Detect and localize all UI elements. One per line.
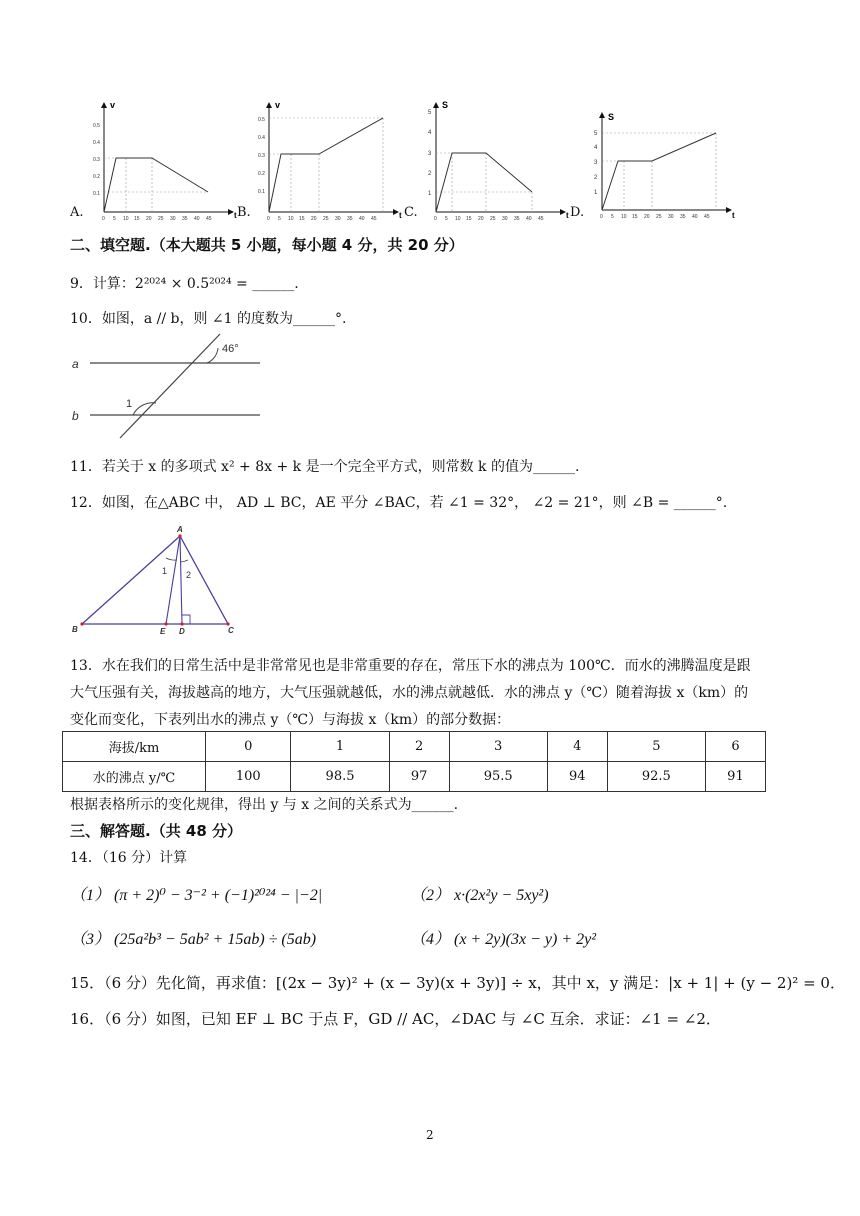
option-c-xtick: 35: [514, 216, 520, 222]
option-a-xtick: 20: [146, 216, 152, 222]
option-c-ytick: 3: [428, 151, 432, 157]
option-a-xtick: 15: [134, 216, 140, 222]
option-d-ytick: 1: [594, 190, 598, 196]
option-b-xtick: 30: [335, 216, 341, 222]
question-13-line2: 大气压强有关，海拔越高的地方，大气压强就越低，水的沸点就越低．水的沸点 y（℃）随着海拔 x（km）的: [70, 685, 749, 701]
option-b: [237, 100, 407, 225]
option-b-xtick: 15: [299, 216, 305, 222]
option-c-xtick: 15: [466, 216, 472, 222]
option-c-xlabel: t: [566, 211, 569, 220]
question-14-2: （2） x·(2x²y − 5xy²): [410, 887, 549, 904]
option-a-xtick: 45: [206, 216, 212, 222]
fig12-point-d: D: [179, 627, 185, 636]
option-b-xtick: 20: [311, 216, 317, 222]
option-b-graph: [255, 100, 405, 222]
fig10-angle-label: 46°: [222, 343, 239, 355]
option-d-xlabel: t: [732, 211, 735, 220]
question-14-3: （3） (25a²b³ − 5ab² + 15ab) ÷ (5ab): [70, 931, 317, 948]
table-row: [63, 762, 766, 792]
table-cell: 6: [705, 732, 765, 762]
option-c-xtick: 40: [526, 216, 532, 222]
option-c-xtick: 20: [478, 216, 484, 222]
option-a-ylabel: v: [110, 100, 116, 110]
fig12-point-e: E: [160, 627, 166, 636]
question-14-1: （1） (π + 2)⁰ − 3⁻² + (−1)²⁰²⁴ − |−2|: [70, 887, 323, 904]
option-c-xtick: 10: [455, 216, 461, 222]
table-cell: 100: [206, 762, 291, 792]
question-13-end: 根据表格所示的变化规律，得出 y 与 x 之间的关系式为______.: [70, 797, 459, 813]
option-b-label: B.: [237, 205, 251, 220]
table-cell: 水的沸点 y/℃: [63, 762, 206, 792]
table-cell: 2: [389, 732, 449, 762]
fig10-label-a: a: [72, 357, 79, 371]
option-a-xtick: 10: [123, 216, 129, 222]
option-c-xtick: 45: [538, 216, 544, 222]
option-a-xtick: 25: [158, 216, 164, 222]
option-d-ytick: 3: [594, 160, 598, 166]
option-a-xtick: 35: [182, 216, 188, 222]
table-cell: 98.5: [291, 762, 389, 792]
option-c-xtick: 5: [445, 216, 448, 222]
option-d-xtick: 0: [600, 214, 603, 220]
option-d-xtick: 35: [680, 214, 686, 220]
option-c-ylabel: S: [442, 100, 449, 110]
option-d: [570, 110, 740, 225]
option-a-xtick: 5: [113, 216, 116, 222]
fig12-angle2-label: 2: [186, 570, 192, 580]
question-14: 14．（16 分）计算: [70, 850, 188, 866]
option-b-ytick: 0.2: [258, 171, 265, 177]
option-d-xtick: 25: [656, 214, 662, 220]
fig10-angle1-label: 1: [126, 398, 133, 410]
question-16: 16．（6 分）如图，已知 EF ⊥ BC 于点 F，GD // AC，∠DAC 与 ∠C 互余．求证：∠1 = ∠2．: [70, 1010, 721, 1028]
option-a-ytick: 0.1: [93, 191, 100, 197]
question-9: 9．计算：2²⁰²⁴ × 0.5²⁰²⁴ = ______.: [70, 276, 299, 292]
question-10: 10．如图，a // b，则 ∠1 的度数为______°.: [70, 311, 347, 327]
option-d-xtick: 30: [668, 214, 674, 220]
option-d-graph: [588, 110, 738, 222]
option-c-label: C.: [404, 205, 418, 220]
option-b-xtick: 5: [278, 216, 281, 222]
option-c-ytick: 2: [428, 171, 432, 177]
option-c-ytick: 1: [428, 191, 432, 197]
option-b-xtick: 45: [371, 216, 377, 222]
table-cell: 91: [705, 762, 765, 792]
option-d-xtick: 5: [611, 214, 614, 220]
table-cell: 海拔/km: [63, 732, 206, 762]
option-a-xlabel: t: [234, 211, 237, 220]
option-d-ytick: 2: [594, 175, 598, 181]
option-d-xtick: 45: [704, 214, 710, 220]
question-12: 12．如图，在△ABC 中， AD ⊥ BC，AE 平分 ∠BAC，若 ∠1 = 32°， ∠2 = 21°，则 ∠B = ______°.: [70, 495, 728, 511]
fig12-vertex-a: A: [177, 525, 183, 534]
option-b-ytick: 0.3: [258, 153, 265, 159]
table-cell: 1: [291, 732, 389, 762]
fig12-vertex-b: B: [72, 625, 78, 634]
option-c-graph: [422, 100, 572, 222]
option-b-ytick: 0.1: [258, 189, 265, 195]
option-d-xtick: 40: [692, 214, 698, 220]
question-14-4: （4） (x + 2y)(3x − y) + 2y²: [410, 931, 597, 948]
option-b-ytick: 0.4: [258, 135, 265, 141]
option-a-label: A.: [70, 205, 84, 220]
table-cell: 4: [547, 732, 607, 762]
question-13-line3: 变化而变化，下表列出水的沸点 y（℃）与海拔 x（km）的部分数据：: [70, 712, 511, 728]
section3-title: 三、解答题.（共 48 分）: [70, 822, 243, 840]
table-cell: 95.5: [449, 762, 547, 792]
option-d-xtick: 15: [632, 214, 638, 220]
option-d-xtick: 20: [644, 214, 650, 220]
option-b-xtick: 10: [288, 216, 294, 222]
option-c-ytick: 5: [428, 110, 432, 116]
option-a: [70, 100, 240, 225]
option-b-xlabel: t: [399, 211, 402, 220]
option-a-ytick: 0.4: [93, 140, 100, 146]
table-cell: 0: [206, 732, 291, 762]
option-c-xtick: 0: [434, 216, 437, 222]
table-cell: 5: [607, 732, 705, 762]
option-a-graph: [90, 100, 240, 222]
option-a-ytick: 0.3: [93, 157, 100, 163]
option-b-ytick: 0.5: [258, 117, 265, 123]
fig12-angle1-label: 1: [162, 566, 168, 576]
table-cell: 97: [389, 762, 449, 792]
boiling-point-table: [62, 731, 766, 792]
option-d-ytick: 5: [594, 131, 598, 137]
option-c-xtick: 25: [490, 216, 496, 222]
figure-12: [70, 524, 250, 640]
option-d-label: D.: [570, 205, 585, 220]
table-cell: 92.5: [607, 762, 705, 792]
option-a-xtick: 0: [102, 216, 105, 222]
option-b-xtick: 0: [267, 216, 270, 222]
option-b-ylabel: v: [275, 100, 281, 110]
option-a-ytick: 0.2: [93, 174, 100, 180]
option-c-ytick: 4: [428, 130, 432, 136]
question-15: 15．（6 分）先化简，再求值：[(2x − 3y)² + (x − 3y)(x + 3y)] ÷ x，其中 x，y 满足：|x + 1| + (y − 2)² = 0．: [70, 974, 845, 992]
fig10-label-b: b: [72, 409, 79, 423]
option-b-xtick: 35: [347, 216, 353, 222]
option-a-xtick: 30: [170, 216, 176, 222]
question-13-line1: 13．水在我们的日常生活中是非常常见也是非常重要的存在，常压下水的沸点为 100℃．而水的沸腾温度是跟: [70, 658, 751, 674]
table-cell: 3: [449, 732, 547, 762]
option-d-ylabel: S: [608, 112, 615, 122]
page-number: 2: [426, 1128, 434, 1142]
table-cell: 94: [547, 762, 607, 792]
fig12-vertex-c: C: [228, 626, 234, 635]
option-a-ytick: 0.5: [93, 123, 100, 129]
option-c: [404, 100, 574, 225]
question-11: 11．若关于 x 的多项式 x² + 8x + k 是一个完全平方式，则常数 k 的值为______.: [70, 459, 580, 475]
option-b-xtick: 25: [323, 216, 329, 222]
figure-10: [70, 330, 270, 442]
table-row: [63, 732, 766, 762]
option-c-xtick: 30: [502, 216, 508, 222]
option-d-xtick: 10: [621, 214, 627, 220]
option-d-ytick: 4: [594, 145, 598, 151]
section2-title: 二、填空题.（本大题共 5 小题，每小题 4 分，共 20 分）: [70, 236, 464, 254]
option-b-xtick: 40: [359, 216, 365, 222]
option-a-xtick: 40: [194, 216, 200, 222]
